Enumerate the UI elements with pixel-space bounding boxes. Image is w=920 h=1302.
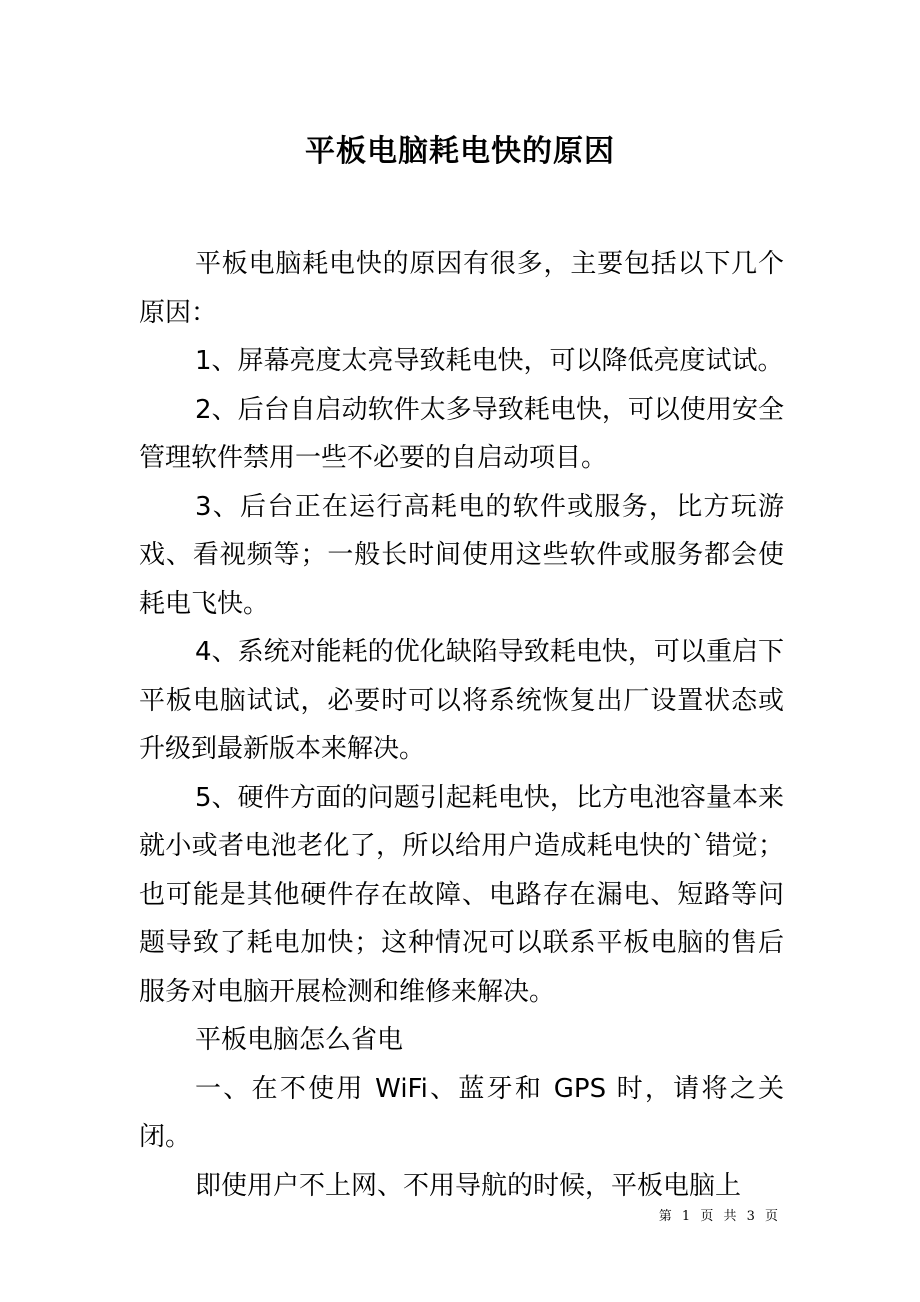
paragraph-reason-1: 1、屏幕亮度太亮导致耗电快，可以降低亮度试试。: [195, 346, 784, 376]
section-heading-power-saving: 平板电脑怎么省电: [195, 1025, 404, 1055]
document-body: [139, 240, 784, 1210]
paragraph-intro: 平板电脑耗电快的原因有很多，主要包括以下几个原因：: [139, 249, 784, 328]
paragraph-reason-4: 4、系统对能耗的优化缺陷导致耗电快，可以重启下平板电脑试试，必要时可以将系统恢复出厂设置状态或升级到最新版本来解决。: [139, 637, 784, 764]
paragraph-reason-5: 5、硬件方面的问题引起耗电快，比方电池容量本来就小或者电池老化了，所以给用户造成耗电快的`错觉；也可能是其他硬件存在故障、电路存在漏电、短路等问题导致了耗电加快；这种情况可以联系平板电脑的售后服务对电脑开展检测和维修来解决。: [139, 782, 784, 1007]
paragraph-tip-1: 一、在不使用 WiFi、蓝牙和 GPS 时，请将之关闭。: [139, 1073, 784, 1152]
document-title: 平板电脑耗电快的原因: [305, 134, 615, 169]
paragraph-tip-1-detail: 即使用户不上网、不用导航的时候，平板电脑上: [195, 1170, 742, 1201]
paragraph-reason-2: 2、后台自启动软件太多导致耗电快，可以使用安全管理软件禁用一些不必要的自启动项目。: [139, 394, 784, 473]
page-number: 第 1 页 共 3 页: [658, 1209, 781, 1224]
paragraph-reason-3: 3、后台正在运行高耗电的软件或服务，比方玩游戏、看视频等；一般长时间使用这些软件或服务都会使耗电飞快。: [139, 491, 784, 619]
